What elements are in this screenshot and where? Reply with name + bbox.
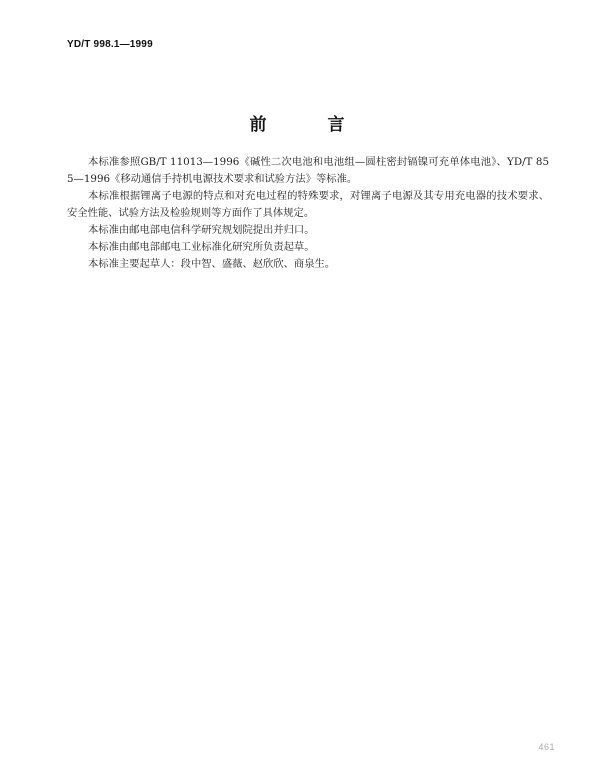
paragraph-proposer: 本标准由邮电部电信科学研究规划院提出并归口。 — [88, 224, 315, 236]
paragraph-drafter-organization: 本标准由邮电部邮电工业标准化研究所负责起草。 — [88, 241, 315, 253]
paragraph-drafters: 本标准主要起草人：段中智、盛薇、赵欣欣、商泉生。 — [88, 258, 336, 270]
paragraph-scope: 本标准根据锂离子电源的特点和对充电过程的特殊要求，对锂离子电源及其专用充电器的技术要求、安全性能、试验方法及检验规则等方面作了具体规定。 — [67, 190, 549, 219]
standard-code: YD/T 998.1—1999 — [67, 39, 153, 50]
page-number: 461 — [538, 742, 555, 752]
foreword-body — [67, 154, 549, 273]
page-title: 前 言 — [249, 115, 367, 135]
paragraph-reference-standards: 本标准参照GB/T 11013—1996《碱性二次电池和电池组—圆柱密封镉镍可充单体电池》、YD/T 855—1996《移动通信手持机电源技术要求和试验方法》等标准。 — [67, 156, 549, 185]
